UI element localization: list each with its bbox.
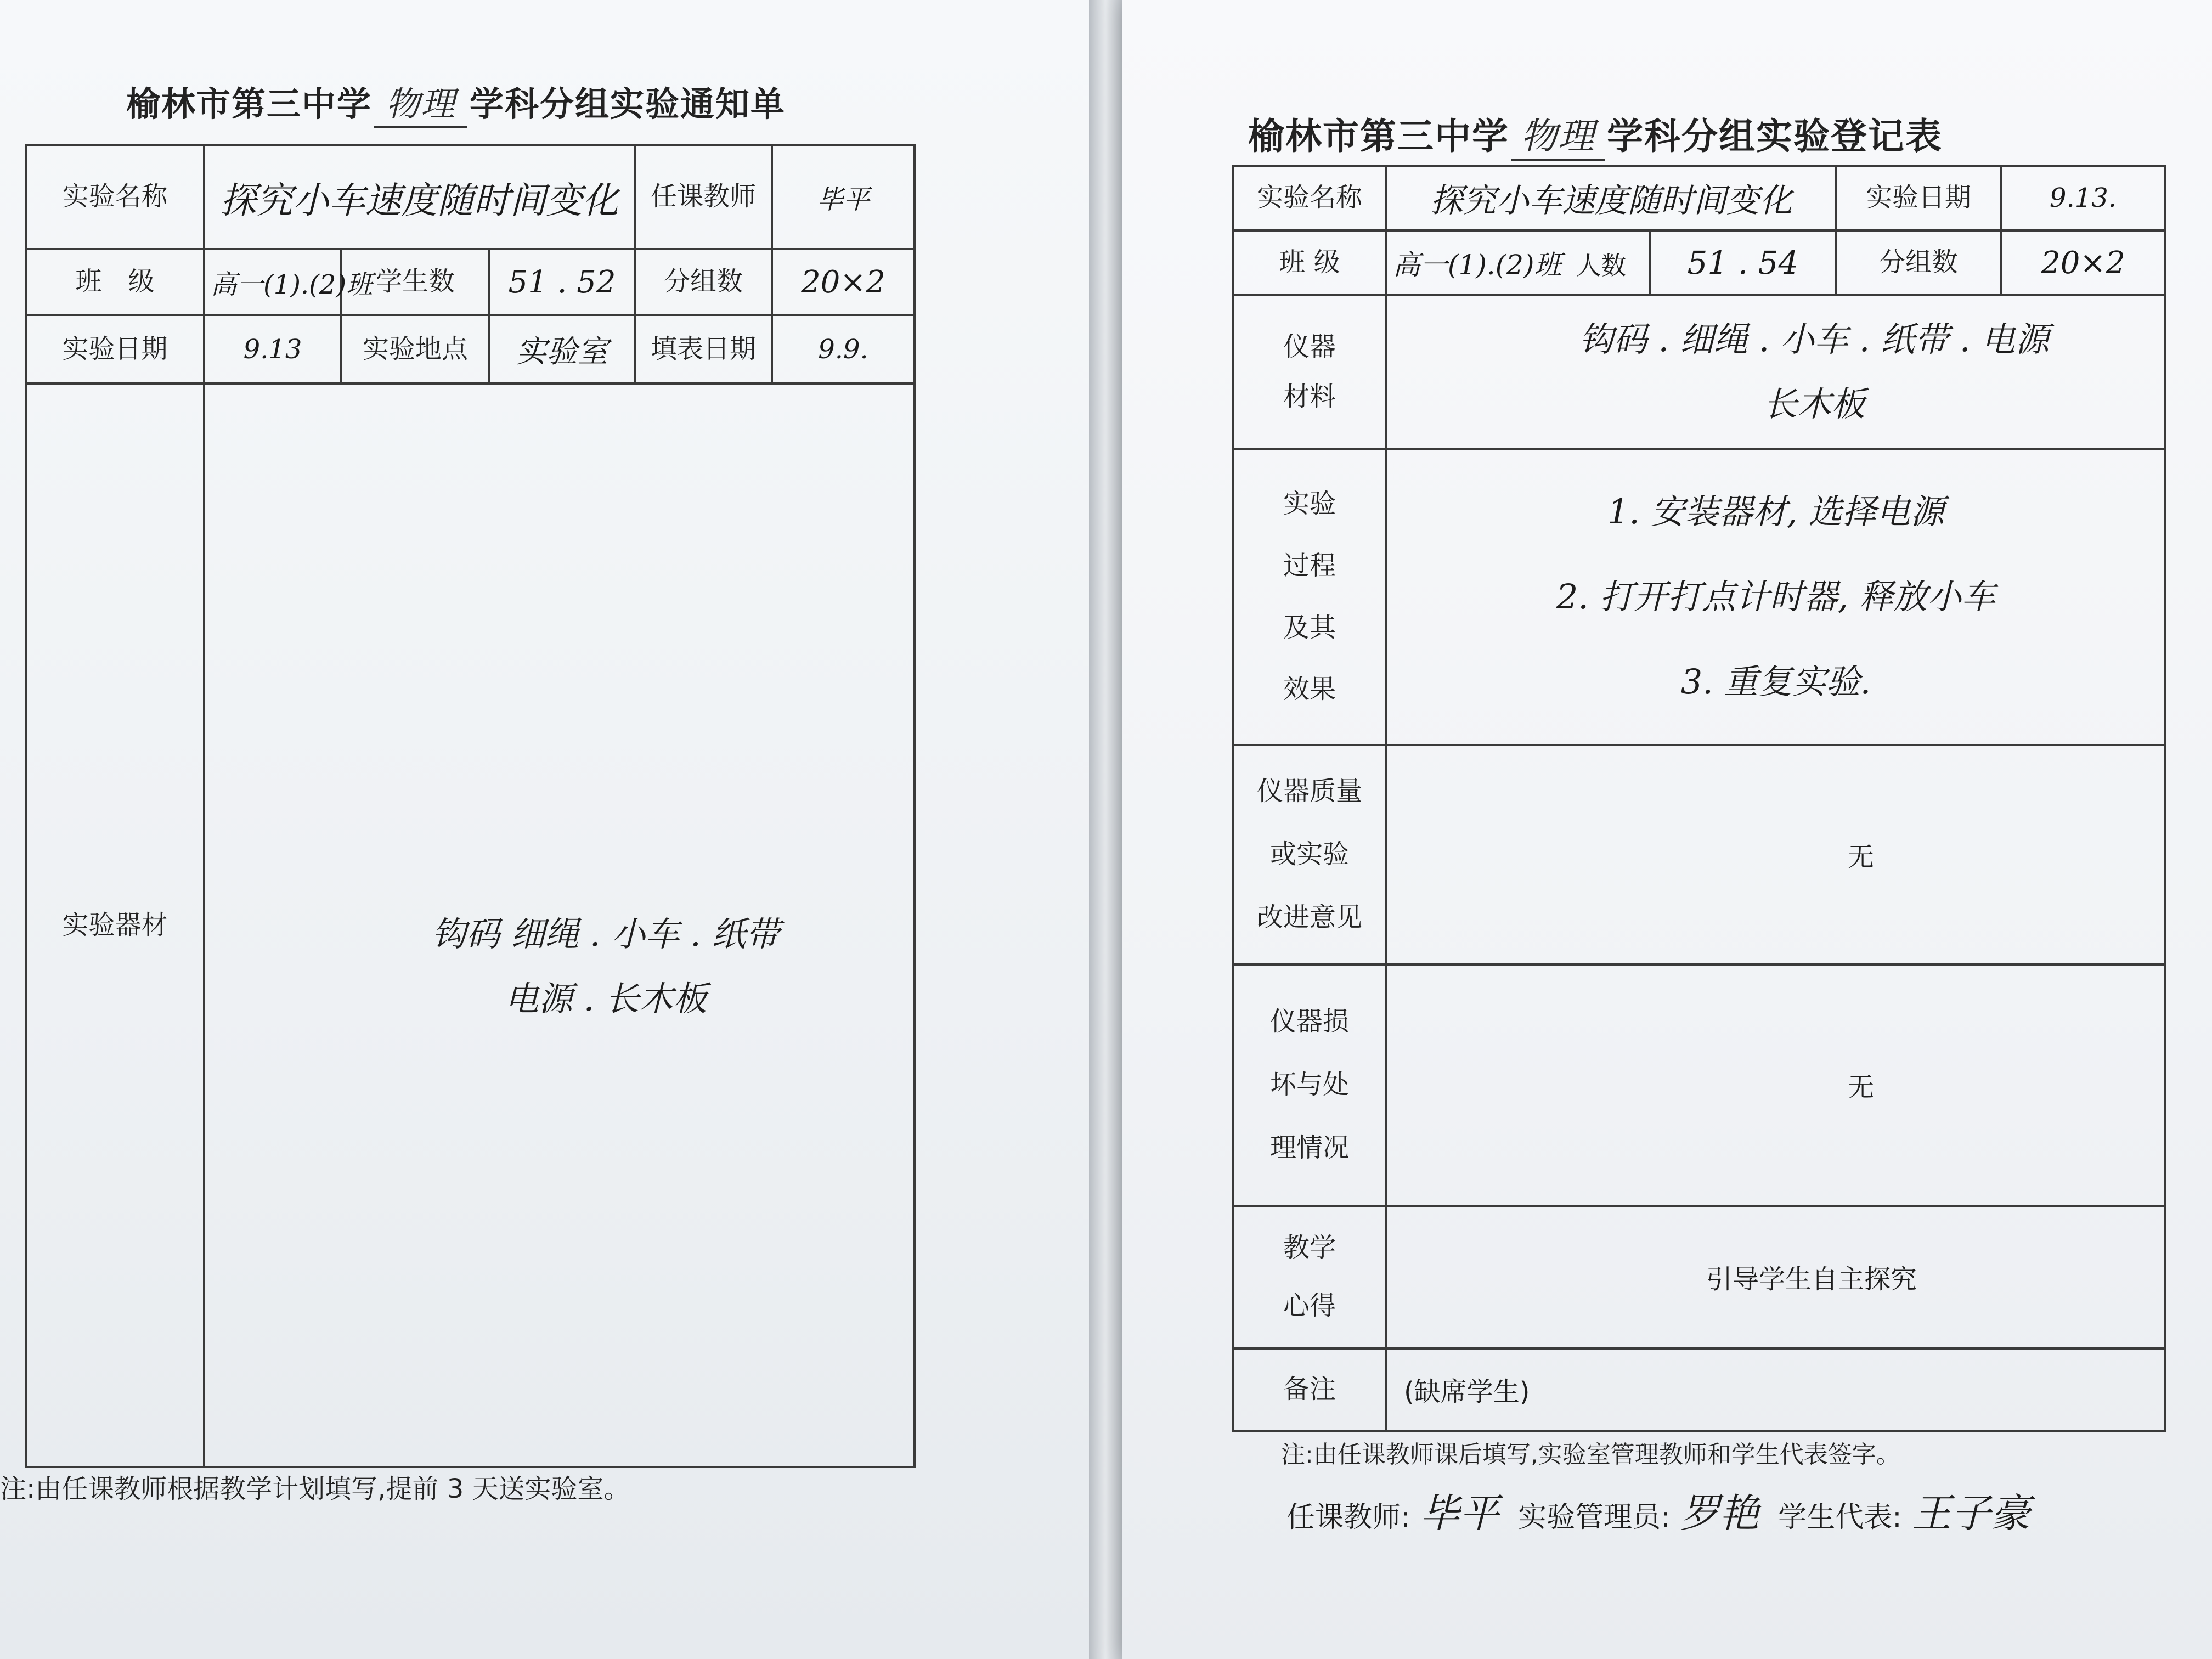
value-exp-name: 探究小车速度随时间变化 [204,145,635,249]
label-fill-date: 填表日期 [635,315,772,383]
label-group-count: 分组数 [635,249,772,315]
label-damage [1233,964,1386,1206]
notice-title [126,77,786,128]
value-equipment [204,383,915,1467]
value-student-count: 51 . 52 [489,249,635,315]
label-teaching [1233,1206,1386,1348]
label-quality-3: 改进意见 [1256,902,1362,933]
label-teaching-2: 心得 [1283,1290,1336,1321]
title-suffix: 学科分组实验登记表 [1607,115,1943,157]
title-prefix: 榆林市第三中学 [126,84,373,124]
label-equipment-1: 仪器 [1283,331,1336,362]
register-table [1232,165,2166,1432]
label-exp-date: 实验日期 [1836,166,2001,230]
process-line-2: 2. 打开打点计时器, 释放小车 [1556,577,1996,617]
label-process-4: 效果 [1283,674,1336,705]
value-quality: 无 [1386,745,2165,964]
label-quality-2: 或实验 [1269,839,1349,870]
label-equipment-2: 材料 [1283,381,1336,412]
label-equipment [1233,295,1386,449]
label-damage-1: 仪器损 [1269,1006,1349,1037]
value-exp-date: 9.13. [2001,166,2165,230]
label-process-3: 及其 [1283,612,1336,643]
teacher-signature: 毕平 [1420,1490,1499,1536]
signature-row [1286,1481,2030,1538]
class-value: 高一(1).(2)班 [1393,249,1562,281]
label-exp-name: 实验名称 [26,145,204,249]
equipment-line-2: 电源 . 长木板 [504,978,708,1019]
value-class [1386,230,1650,295]
student-signature: 王子豪 [1911,1490,2030,1536]
equipment-line-1: 钩码 细绳 . 小车 . 纸带 [432,913,780,954]
register-footnote: 注:由任课教师课后填写,实验室管理教师和学生代表签字。 [1281,1441,1900,1469]
notice-footnote: 注:由任课教师根据教学计划填写,提前 3 天送实验室。 [0,1474,630,1504]
label-process-2: 过程 [1283,550,1336,581]
teacher-sig-label: 任课教师: [1286,1501,1410,1534]
label-remarks: 备注 [1233,1348,1386,1431]
admin-signature: 罗艳 [1680,1490,1759,1536]
label-damage-2: 坏与处 [1269,1069,1349,1100]
value-equipment [1386,295,2165,449]
label-teacher: 任课教师 [635,145,772,249]
value-teacher: 毕平 [772,145,915,249]
label-damage-3: 理情况 [1269,1132,1349,1164]
label-equipment: 实验器材 [26,383,204,1467]
value-process [1386,449,2165,745]
value-damage: 无 [1386,964,2165,1206]
value-location: 实验室 [489,315,635,383]
label-teaching-1: 教学 [1283,1232,1336,1263]
value-exp-date: 9.13 [204,315,341,383]
subject-field: 物理 [1511,107,1605,161]
student-sig-label: 学生代表: [1778,1501,1902,1534]
process-line-3: 3. 重复实验. [1680,662,1871,702]
equipment-line-1: 钩码 . 细绳 . 小车 . 纸带 . 电源 [1579,319,2050,359]
register-title [1248,107,1943,161]
label-student-count: 学生数 [341,249,489,315]
value-people: 51 . 54 [1650,230,1836,295]
notice-sheet [0,0,1089,1659]
value-teaching: 引导学生自主探究 [1386,1206,2165,1348]
process-line-1: 1. 安装器材, 选择电源 [1607,492,1945,532]
label-class: 班 级 [1233,230,1386,295]
label-people: 人数 [1576,251,1627,280]
label-quality-1: 仪器质量 [1256,775,1362,806]
label-exp-name: 实验名称 [1233,166,1386,230]
value-group-count: 20×2 [2001,230,2165,295]
label-quality [1233,745,1386,964]
title-prefix: 榆林市第三中学 [1248,115,1509,157]
admin-sig-label: 实验管理员: [1518,1501,1671,1534]
title-suffix: 学科分组实验通知单 [470,84,786,124]
register-sheet [1122,0,2212,1659]
label-process [1233,449,1386,745]
value-exp-name: 探究小车速度随时间变化 [1386,166,1836,230]
sheet-gap [1089,0,1122,1659]
value-remarks: (缺席学生) [1386,1348,2165,1431]
label-location: 实验地点 [341,315,489,383]
notice-table [25,144,916,1468]
subject-field: 物理 [374,77,467,128]
value-fill-date: 9.9. [772,315,915,383]
label-group-count: 分组数 [1836,230,2001,295]
label-exp-date: 实验日期 [26,315,204,383]
value-class: 高一(1).(2)班 [204,249,341,315]
label-class: 班 级 [26,249,204,315]
value-group-count: 20×2 [772,249,915,315]
equipment-line-2: 长木板 [1763,383,1865,424]
label-process-1: 实验 [1283,488,1336,519]
